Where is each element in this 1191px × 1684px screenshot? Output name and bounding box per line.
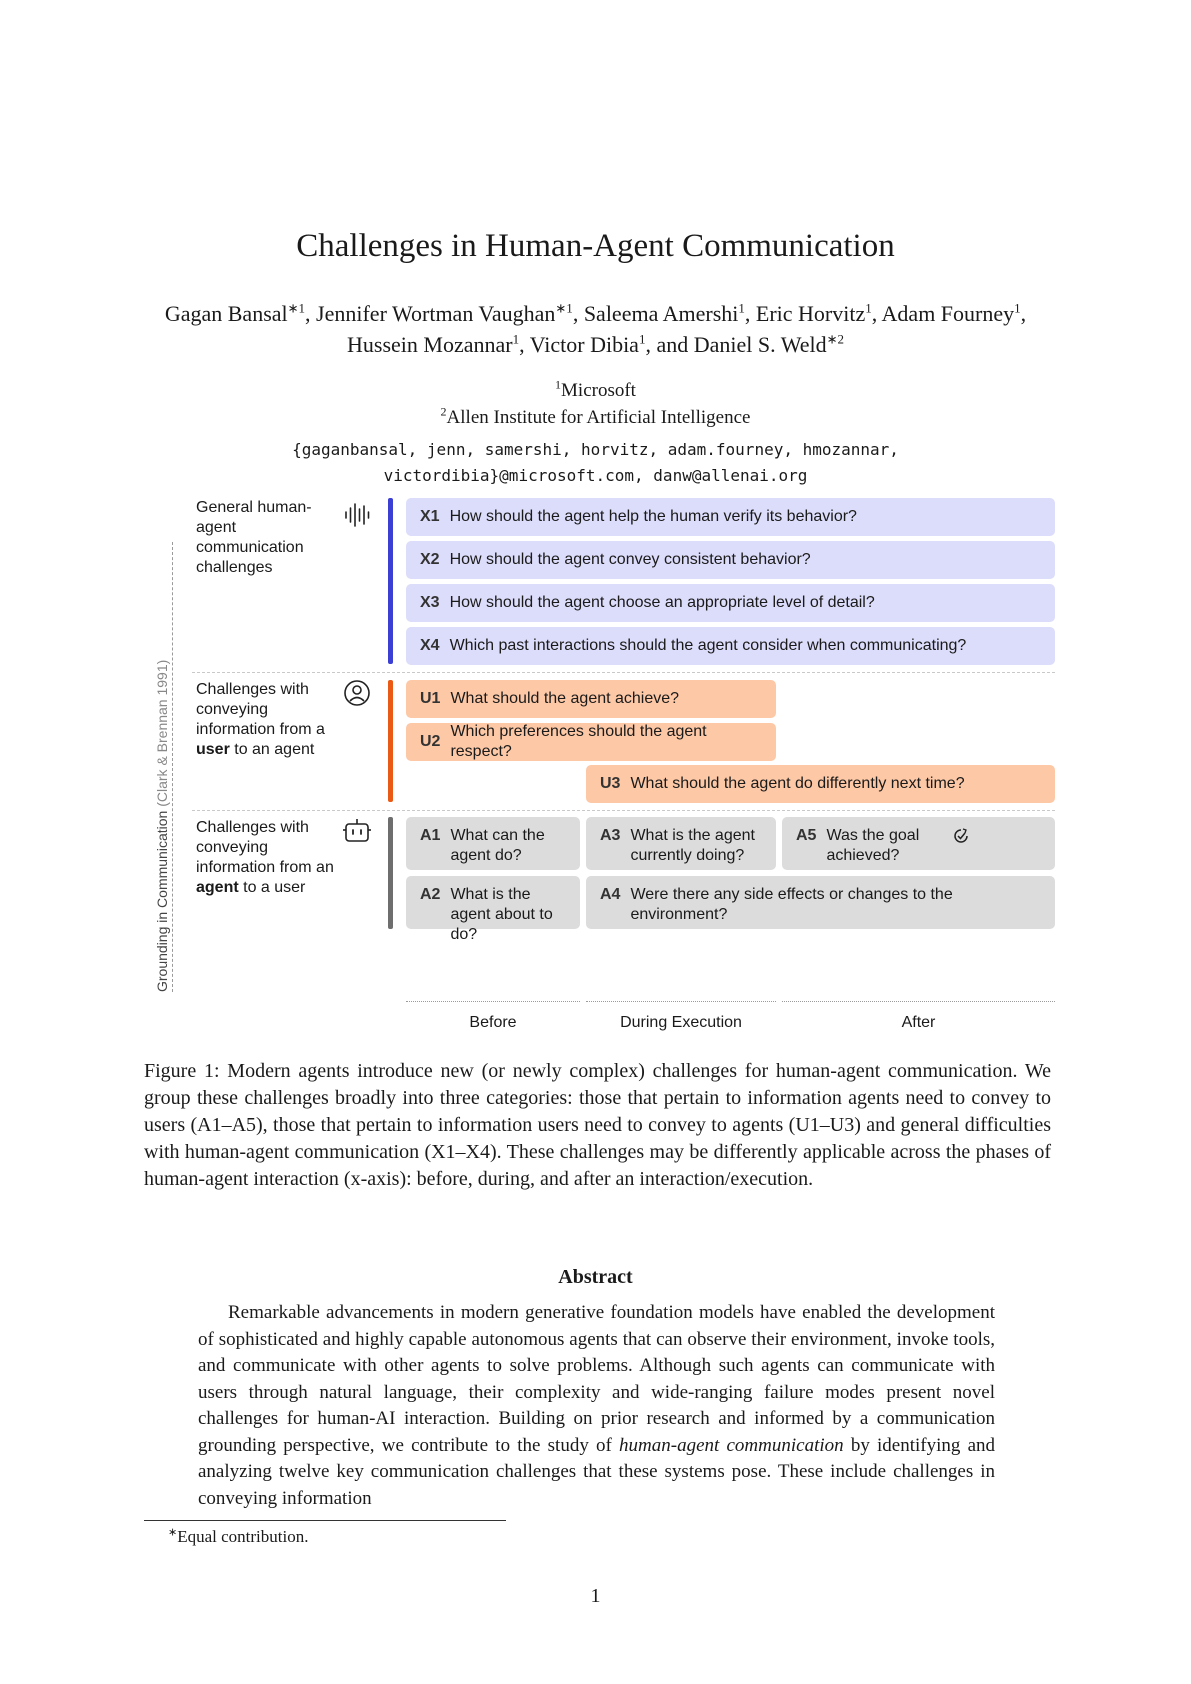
author-affiliation-mark: 1 — [1014, 300, 1021, 316]
section-separator — [192, 672, 1055, 673]
waveform-icon — [342, 500, 372, 530]
challenge-x4: X4 Which past interactions should the agent consider when communicating? — [406, 627, 1055, 665]
author-name: Daniel S. Weld — [693, 332, 827, 357]
category-user-bar — [388, 680, 393, 802]
challenge-u1: U1 What should the agent achieve? — [406, 680, 776, 718]
footnote: ∗Equal contribution. — [168, 1526, 309, 1546]
axis-dashed-line — [172, 542, 173, 992]
author-name: Saleema Amershi — [583, 301, 739, 326]
author-list: Gagan Bansal$^{∗1}$, Jennifer Wortman Vaughan$^{∗1}$, Saleema Amershi$^1$, Eric Horvitz$^1$, Adam Fourney$^1$, Hussein Mozannar$^1$, Victor Dibia$^1$, and Daniel S. Weld$^{∗2}$ — [164, 300, 1027, 357]
author-affiliation-mark: ∗1 — [287, 300, 306, 316]
challenge-a5: A5 Was the goal achieved? — [782, 817, 1055, 870]
author-name: Adam Fourney — [881, 301, 1015, 326]
category-agent-label: Challenges with conveying information from an agent to a user — [196, 819, 334, 896]
phase-label-during: During Execution — [620, 1014, 742, 1031]
paper-title: Challenges in Human-Agent Communication — [296, 228, 895, 264]
author-name: Gagan Bansal — [164, 301, 288, 326]
figure-1 — [140, 499, 1055, 1030]
section-separator — [192, 810, 1055, 811]
challenge-u3: U3 What should the agent do differently next time? — [586, 765, 1055, 803]
category-general-bar — [388, 498, 393, 664]
author-name: Hussein Mozannar — [347, 332, 513, 357]
challenge-a4: A4 Were there any side effects or changes to the environment? — [586, 876, 1055, 929]
figure-caption: Figure 1: Modern agents introduce new (or newly complex) challenges for human-agent communication. We group these challenges broadly into three categories: those that pertain to information agents need to convey to users (A1–A5), those that pertain to information users need to convey to agents (U1–U3) and general difficulties with human-agent communication (X1–X4). These challenges may be differently applicable across the phases of human-agent interaction (x-axis): before, during, and after an interaction/execution. — [144, 1060, 1051, 1190]
challenge-a3: A3 What is the agent currently doing? — [586, 817, 776, 870]
phase-label-before: Before — [469, 1014, 517, 1031]
email-line-2: victordibia}@microsoft.com, danw@allenai.org — [383, 466, 808, 485]
challenge-x1: X1 How should the agent help the human verify its behavior? — [406, 498, 1055, 536]
abstract-body: Remarkable advancements in modern generative foundation models have enabled the development of sophisticated and highly capable autonomous agents that can observe their environment, invoke tools, and communicate with other agents to solve problems. Although such agents can communicate with users through natural language, their complexity and wide-ranging failure modes present novel challenges for human-AI interaction. Building on prior research and informed by a communication grounding perspective, we contribute to the study of human-agent communication by identifying and analyzing twelve key communication challenges that these systems pose. These include challenges in conveying information — [198, 1302, 996, 1509]
author-affiliation-mark: 1 — [638, 331, 646, 347]
challenge-u2: U2 Which preferences should the agent respect? — [406, 723, 776, 761]
goal-check-icon — [952, 827, 970, 845]
author-affiliation-mark: 1 — [865, 300, 872, 316]
author-affiliation-mark: 1 — [738, 300, 745, 316]
category-general-label: General human-agent communication challenges — [196, 499, 312, 576]
phase-label-after: After — [901, 1014, 936, 1031]
category-agent-bar — [388, 817, 393, 929]
affiliation-microsoft: $^1$Microsoft — [555, 377, 636, 401]
author-affiliation-mark: ∗1 — [555, 300, 573, 316]
robot-icon — [342, 816, 372, 846]
challenge-x2: X2 How should the agent convey consistent behavior? — [406, 541, 1055, 579]
phase-bracket-after — [782, 1001, 1055, 1002]
author-name: Eric Horvitz — [755, 301, 866, 326]
abstract-heading: Abstract — [558, 1266, 633, 1288]
challenge-a1: A1 What can the agent do? — [406, 817, 580, 870]
user-circle-icon — [342, 678, 372, 708]
author-name: Jennifer Wortman Vaughan — [316, 301, 556, 326]
author-emails — [0, 437, 1191, 489]
category-user-label: Challenges with conveying information from a user to an agent — [196, 681, 325, 758]
author-name: Victor Dibia — [529, 332, 639, 357]
phase-bracket-during — [586, 1001, 776, 1002]
challenge-x3: X3 How should the agent choose an appropriate level of detail? — [406, 584, 1055, 622]
email-line-1: {gaganbansal, jenn, samershi, horvitz, adam.fourney, hmozannar, — [292, 440, 899, 459]
author-affiliation-mark: 1 — [512, 331, 520, 347]
challenge-a2: A2 What is the agent about to do? — [406, 876, 580, 929]
affiliation-allen: $^2$Allen Institute for Artificial Intelligence — [440, 404, 751, 428]
vertical-axis-label: Grounding in Communication (Clark & Brennan 1991) — [154, 659, 170, 992]
author-affiliation-mark: ∗2 — [826, 331, 844, 347]
footnote-rule — [144, 1520, 506, 1521]
phase-bracket-before — [406, 1001, 580, 1002]
page-number: 1 — [590, 1585, 601, 1607]
